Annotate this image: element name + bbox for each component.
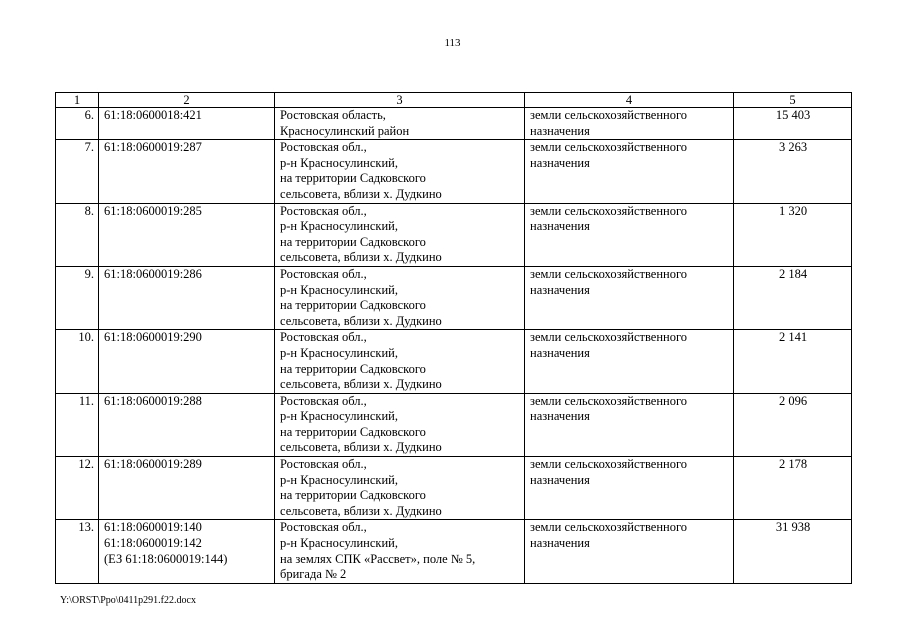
address-cell bbox=[275, 203, 525, 266]
address-cell bbox=[275, 520, 525, 583]
address-line: Ростовская обл., bbox=[280, 266, 367, 281]
address-line: на территории Садковского bbox=[280, 424, 426, 439]
column-header: 1 bbox=[56, 93, 99, 108]
cadastral-number-cell bbox=[99, 140, 275, 203]
table-row bbox=[56, 203, 852, 266]
column-header: 2 bbox=[99, 93, 275, 108]
land-category-line: назначения bbox=[530, 409, 590, 424]
land-category-line: назначения bbox=[530, 472, 590, 487]
land-category-cell bbox=[525, 140, 734, 203]
table-row bbox=[56, 457, 852, 520]
cadastral-number-line: 61:18:0600018:421 bbox=[104, 108, 202, 122]
address-line: на землях СПК «Рассвет», поле № 5, bbox=[280, 551, 476, 566]
row-number-cell: 11. bbox=[56, 393, 99, 456]
land-category-cell bbox=[525, 330, 734, 393]
address-line: Ростовская обл., bbox=[280, 203, 367, 218]
table-row bbox=[56, 393, 852, 456]
address-line: р-н Красносулинский, bbox=[280, 155, 398, 170]
address-line: Красносулинский район bbox=[280, 123, 410, 138]
table-row bbox=[56, 330, 852, 393]
cadastral-number-line: 61:18:0600019:288 bbox=[104, 393, 202, 408]
address-cell bbox=[275, 457, 525, 520]
address-line: Ростовская обл., bbox=[280, 457, 367, 472]
land-category-line: земли сельскохозяйственного bbox=[530, 140, 688, 155]
land-category-line: земли сельскохозяйственного bbox=[530, 266, 688, 281]
address-line: р-н Красносулинский, bbox=[280, 219, 398, 234]
area-cell: 31 938 bbox=[734, 520, 852, 583]
address-line: сельсовета, вблизи х. Дудкино bbox=[280, 377, 442, 392]
area-cell: 3 263 bbox=[734, 140, 852, 203]
address-cell bbox=[275, 330, 525, 393]
cadastral-number-line: 61:18:0600019:290 bbox=[104, 330, 202, 345]
row-number-cell: 8. bbox=[56, 203, 99, 266]
cadastral-number-line: 61:18:0600019:140 bbox=[104, 520, 202, 535]
cadastral-number-cell bbox=[99, 330, 275, 393]
page-number: 113 bbox=[444, 37, 461, 49]
row-number-cell: 6. bbox=[56, 108, 99, 140]
address-line: сельсовета, вблизи х. Дудкино bbox=[280, 313, 442, 328]
land-category-line: земли сельскохозяйственного bbox=[530, 330, 688, 345]
row-number-cell: 13. bbox=[56, 520, 99, 583]
land-category-line: назначения bbox=[530, 536, 590, 551]
area-cell: 15 403 bbox=[734, 108, 852, 140]
address-line: на территории Садковского bbox=[280, 171, 426, 186]
address-line: на территории Садковского bbox=[280, 488, 426, 503]
land-category-cell bbox=[525, 108, 734, 140]
address-line: Ростовская обл., bbox=[280, 393, 367, 408]
land-category-line: назначения bbox=[530, 155, 590, 170]
table-row bbox=[56, 266, 852, 329]
address-line: сельсовета, вблизи х. Дудкино bbox=[280, 440, 442, 455]
address-line: р-н Красносулинский, bbox=[280, 536, 398, 551]
land-category-line: земли сельскохозяйственного bbox=[530, 393, 688, 408]
cadastral-number-line: (ЕЗ 61:18:0600019:144) bbox=[104, 551, 228, 566]
address-line: бригада № 2 bbox=[280, 567, 347, 582]
address-line: на территории Садковского bbox=[280, 361, 426, 376]
address-line: р-н Красносулинский, bbox=[280, 472, 398, 487]
address-line: Ростовская область, bbox=[280, 108, 386, 122]
column-header: 4 bbox=[525, 93, 734, 108]
land-category-line: земли сельскохозяйственного bbox=[530, 457, 688, 472]
address-line: Ростовская обл., bbox=[280, 330, 367, 345]
address-line: сельсовета, вблизи х. Дудкино bbox=[280, 503, 442, 518]
land-category-line: назначения bbox=[530, 219, 590, 234]
cadastral-number-cell bbox=[99, 520, 275, 583]
area-cell: 2 096 bbox=[734, 393, 852, 456]
cadastral-number-cell bbox=[99, 393, 275, 456]
cadastral-number-cell bbox=[99, 457, 275, 520]
area-cell: 2 141 bbox=[734, 330, 852, 393]
land-category-line: земли сельскохозяйственного bbox=[530, 108, 688, 122]
land-category-line: назначения bbox=[530, 282, 590, 297]
address-line: сельсовета, вблизи х. Дудкино bbox=[280, 250, 442, 265]
address-line: сельсовета, вблизи х. Дудкино bbox=[280, 186, 442, 201]
address-line: Ростовская обл., bbox=[280, 520, 367, 535]
area-cell: 2 178 bbox=[734, 457, 852, 520]
cadastral-number-line: 61:18:0600019:285 bbox=[104, 203, 202, 218]
document-file-path: Y:\ORST\Ppo\0411p291.f22.docx bbox=[60, 595, 196, 606]
address-line: Ростовская обл., bbox=[280, 140, 367, 155]
land-category-line: земли сельскохозяйственного bbox=[530, 520, 688, 535]
address-cell bbox=[275, 108, 525, 140]
cadastral-number-cell bbox=[99, 266, 275, 329]
area-cell: 2 184 bbox=[734, 266, 852, 329]
table-body bbox=[56, 108, 852, 584]
table-header-row bbox=[56, 93, 852, 108]
column-header: 5 bbox=[734, 93, 852, 108]
address-line: на территории Садковского bbox=[280, 234, 426, 249]
column-header: 3 bbox=[275, 93, 525, 108]
row-number-cell: 7. bbox=[56, 140, 99, 203]
table-row bbox=[56, 520, 852, 583]
address-cell bbox=[275, 393, 525, 456]
table-row bbox=[56, 108, 852, 140]
address-line: р-н Красносулинский, bbox=[280, 409, 398, 424]
address-cell bbox=[275, 140, 525, 203]
area-cell: 1 320 bbox=[734, 203, 852, 266]
row-number-cell: 9. bbox=[56, 266, 99, 329]
land-category-line: земли сельскохозяйственного bbox=[530, 203, 688, 218]
land-category-cell bbox=[525, 266, 734, 329]
address-line: р-н Красносулинский, bbox=[280, 345, 398, 360]
land-category-cell bbox=[525, 457, 734, 520]
cadastral-number-line: 61:18:0600019:287 bbox=[104, 140, 202, 155]
cadastral-number-line: 61:18:0600019:289 bbox=[104, 457, 202, 472]
cadastral-number-line: 61:18:0600019:142 bbox=[104, 536, 202, 551]
row-number-cell: 12. bbox=[56, 457, 99, 520]
cadastral-number-cell bbox=[99, 108, 275, 140]
land-category-cell bbox=[525, 520, 734, 583]
address-line: р-н Красносулинский, bbox=[280, 282, 398, 297]
cadastral-number-line: 61:18:0600019:286 bbox=[104, 266, 202, 281]
land-category-cell bbox=[525, 393, 734, 456]
land-category-line: назначения bbox=[530, 345, 590, 360]
land-category-line: назначения bbox=[530, 123, 590, 138]
land-plots-table bbox=[55, 92, 852, 584]
address-cell bbox=[275, 266, 525, 329]
address-line: на территории Садковского bbox=[280, 298, 426, 313]
table-row bbox=[56, 140, 852, 203]
land-category-cell bbox=[525, 203, 734, 266]
row-number-cell: 10. bbox=[56, 330, 99, 393]
cadastral-number-cell bbox=[99, 203, 275, 266]
